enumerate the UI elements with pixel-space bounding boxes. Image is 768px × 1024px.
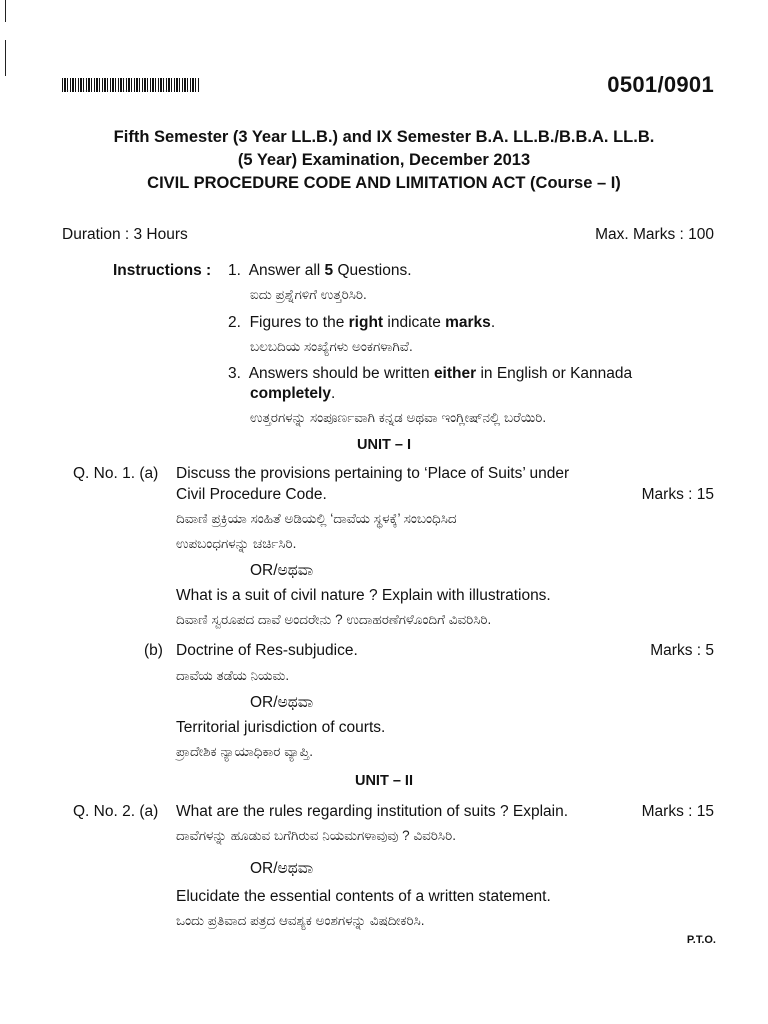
instruction-2-kannada: ಬಲಬದಿಯ ಸಂಖ್ಯೆಗಳು ಅಂಕಗಳಾಗಿವೆ. <box>250 339 413 354</box>
q1b-alternative-kannada: ಪ್ರಾದೇಶಿಕ ನ್ಯಾಯಾಧಿಕಾರ ವ್ಯಾಪ್ತಿ. <box>176 744 314 759</box>
paper-code: 0501/0901 <box>607 72 714 97</box>
q2a-alternative: Elucidate the essential contents of a written statement. <box>176 888 551 905</box>
exam-title-line3: CIVIL PROCEDURE CODE AND LIMITATION ACT (Course – I) <box>147 174 621 192</box>
max-marks: Max. Marks : 100 <box>595 226 714 243</box>
unit-1-heading: UNIT – I <box>357 437 411 453</box>
q1a-kannada-2: ಉಪಬಂಧಗಳನ್ನು ಚರ್ಚಿಸಿರಿ. <box>176 536 297 551</box>
instruction-1-kannada: ಐದು ಪ್ರಶ್ನೆಗಳಿಗೆ ಉತ್ತರಿಸಿರಿ. <box>250 287 367 302</box>
q1a-or: OR/ಅಥವಾ <box>250 562 314 579</box>
q1a-kannada-1: ದಿವಾಣಿ ಪ್ರಕ್ರಿಯಾ ಸಂಹಿತೆ ಅಡಿಯಲ್ಲಿ ‘ದಾವೆಯ ಸ್ಥಳಕ್ಕೆ’ ಸಂಬಂಧಿಸಿದ <box>176 511 457 526</box>
exam-title-line2: (5 Year) Examination, December 2013 <box>237 151 531 169</box>
unit-2-heading: UNIT – II <box>354 773 413 789</box>
instruction-2: 2. Figures to the right indicate marks. <box>228 314 496 331</box>
q1b-alternative: Territorial jurisdiction of courts. <box>176 719 386 736</box>
q1-label: Q. No. 1. (a) <box>73 465 159 482</box>
q2a-or: OR/ಅಥವಾ <box>250 860 314 877</box>
q1b-marks: Marks : 5 <box>650 642 714 659</box>
q1a-alternative-kannada: ದಿವಾಣಿ ಸ್ವರೂಪದ ದಾವೆ ಅಂದರೇನು ? ಉದಾಹರಣೆಗಳೊಂದಿಗೆ ವಿವರಿಸಿರಿ. <box>176 612 492 627</box>
q2-label: Q. No. 2. (a) <box>73 803 159 820</box>
q1b-or: OR/ಅಥವಾ <box>250 694 314 711</box>
q1b-label: (b) <box>144 642 163 659</box>
q2a-text: What are the rules regarding institution of suits ? Explain. <box>176 803 569 820</box>
scan-edge-mark <box>5 0 6 22</box>
scan-edge-mark <box>5 40 6 76</box>
pto-note: P.T.O. <box>686 934 716 946</box>
q1a-alternative: What is a suit of civil nature ? Explain with illustrations. <box>176 587 551 604</box>
instructions-label: Instructions : <box>113 262 212 279</box>
q1a-marks: Marks : 15 <box>641 486 714 503</box>
instruction-3-kannada: ಉತ್ತರಗಳನ್ನು ಸಂಪೂರ್ಣವಾಗಿ ಕನ್ನಡ ಅಥವಾ ಇಂಗ್ಲೀಷ್‌ನಲ್ಲಿ ಬರೆಯಿರಿ. <box>250 410 547 425</box>
q2a-alternative-kannada: ಒಂದು ಪ್ರತಿವಾದ ಪತ್ರದ ಆವಶ್ಯಕ ಅಂಶಗಳನ್ನು ವಿಷದೀಕರಿಸಿ. <box>176 913 425 928</box>
exam-title-line1: Fifth Semester (3 Year LL.B.) and IX Semester B.A. LL.B./B.B.A. LL.B. <box>113 128 655 146</box>
q1b-kannada: ದಾವೆಯ ತಡೆಯ ನಿಯಮ. <box>176 668 290 683</box>
q1b-text: Doctrine of Res-subjudice. <box>176 642 358 659</box>
instruction-1: 1. Answer all 5 Questions. <box>228 262 412 279</box>
q1a-line2: Civil Procedure Code. <box>176 486 327 503</box>
instruction-3-line2: completely. <box>250 385 336 402</box>
q2a-marks: Marks : 15 <box>641 803 714 820</box>
barcode <box>62 78 200 92</box>
q2a-kannada: ದಾವೆಗಳನ್ನು ಹೂಡುವ ಬಗೆಗಿರುವ ನಿಯಮಗಳಾವುವು ? ವಿವರಿಸಿರಿ. <box>176 828 456 843</box>
duration: Duration : 3 Hours <box>62 226 188 243</box>
instruction-3: 3. Answers should be written either in English or Kannada <box>228 365 633 382</box>
q1a-line1: Discuss the provisions pertaining to ‘Place of Suits’ under <box>176 465 570 482</box>
